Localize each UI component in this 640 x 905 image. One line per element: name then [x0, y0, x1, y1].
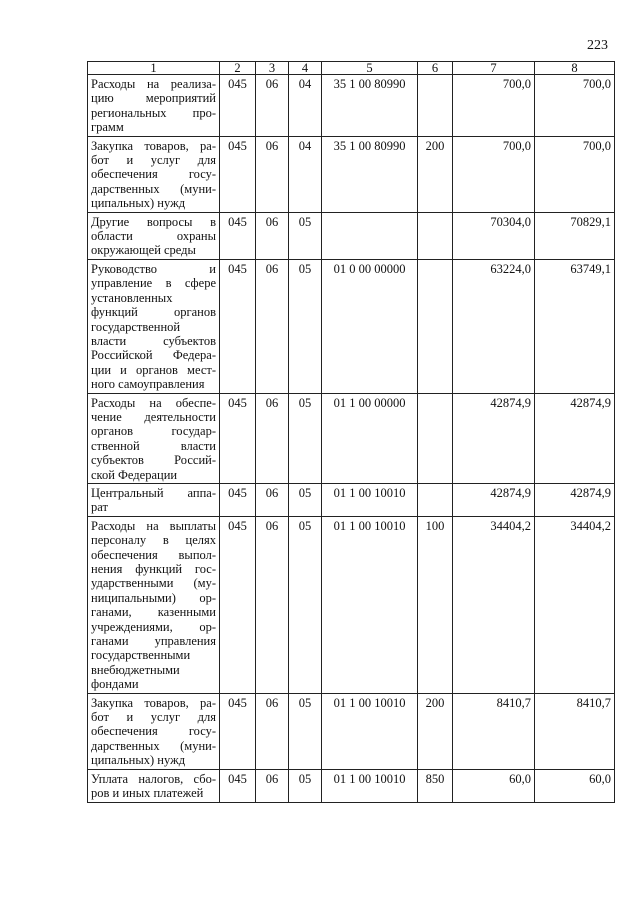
amount-year2-cell: 34404,2 [535, 516, 615, 693]
item-name-line: бот и услуг для [91, 710, 216, 725]
subsection-code-cell: 04 [289, 75, 322, 137]
item-name-line: обеспечения госу- [91, 167, 216, 182]
table-row [88, 516, 615, 693]
table-row [88, 75, 615, 137]
expense-type-cell [418, 75, 453, 137]
item-name-cell [88, 483, 220, 516]
item-name-line: субъектов Россий- [91, 453, 216, 468]
table-row [88, 483, 615, 516]
item-name-line: власти субъектов [91, 333, 216, 348]
item-name-line: грамм [91, 120, 124, 135]
chapter-code-cell: 06 [256, 393, 289, 483]
subsection-code-cell: 05 [289, 259, 322, 393]
expense-type-cell [418, 483, 453, 516]
item-name-line: Центральный аппа- [91, 485, 216, 500]
item-name-line: учреждениями, ор- [91, 619, 216, 634]
item-name-line: ции и органов мест- [91, 362, 216, 377]
item-name-line: бот и услуг для [91, 153, 216, 168]
column-header: 6 [418, 62, 453, 75]
target-article-cell: 01 1 00 10010 [322, 483, 418, 516]
column-header: 7 [453, 62, 535, 75]
table-row [88, 393, 615, 483]
item-name-line: нения функций гос- [91, 562, 216, 576]
item-name-line: цию мероприятий [91, 91, 216, 106]
item-name-cell [88, 212, 220, 259]
item-name-line: чение деятельности [91, 409, 216, 424]
item-name-line: Российской Федера- [91, 348, 216, 363]
target-article-cell: 35 1 00 80990 [322, 75, 418, 137]
item-name-line: Руководство и [91, 261, 216, 276]
subsection-code-cell: 04 [289, 136, 322, 212]
item-name-line: Другие вопросы в [91, 214, 216, 229]
item-name-line: Расходы на обеспе- [91, 395, 216, 410]
item-name-line: ного самоуправления [91, 377, 205, 392]
chapter-code-cell: 06 [256, 769, 289, 802]
column-header: 2 [220, 62, 256, 75]
amount-year1-cell: 34404,2 [453, 516, 535, 693]
item-name-line: управление в сфере [91, 276, 216, 291]
expense-type-cell: 100 [418, 516, 453, 693]
section-code-cell: 045 [220, 75, 256, 137]
item-name-line: области охраны [91, 229, 216, 244]
item-name-cell [88, 259, 220, 393]
item-name-line: органов государ- [91, 424, 216, 439]
chapter-code-cell: 06 [256, 136, 289, 212]
amount-year2-cell: 70829,1 [535, 212, 615, 259]
target-article-cell: 01 1 00 10010 [322, 693, 418, 769]
table-row [88, 136, 615, 212]
item-name-line: обеспечения госу- [91, 724, 216, 739]
item-name-line: дарственных (муни- [91, 738, 216, 753]
target-article-cell: 01 1 00 00000 [322, 393, 418, 483]
amount-year1-cell: 8410,7 [453, 693, 535, 769]
table-body [88, 62, 615, 803]
target-article-cell: 01 1 00 10010 [322, 516, 418, 693]
item-name-cell [88, 393, 220, 483]
item-name-line: ской Федерации [91, 467, 178, 482]
item-name-line: рат [91, 500, 108, 515]
subsection-code-cell: 05 [289, 769, 322, 802]
item-name-line: Расходы на реализа- [91, 77, 216, 91]
item-name-cell [88, 769, 220, 802]
expense-type-cell [418, 212, 453, 259]
section-code-cell: 045 [220, 136, 256, 212]
subsection-code-cell: 05 [289, 212, 322, 259]
target-article-cell: 01 1 00 10010 [322, 769, 418, 802]
amount-year1-cell: 63224,0 [453, 259, 535, 393]
section-code-cell: 045 [220, 769, 256, 802]
column-header: 3 [256, 62, 289, 75]
amount-year1-cell: 700,0 [453, 75, 535, 137]
chapter-code-cell: 06 [256, 483, 289, 516]
item-name-line: ударственными (му- [91, 576, 216, 591]
table-row [88, 693, 615, 769]
column-header: 1 [88, 62, 220, 75]
header-row [88, 62, 615, 75]
item-name-line: функций органов [91, 305, 216, 320]
item-name-line: Закупка товаров, ра- [91, 695, 216, 710]
table-row [88, 769, 615, 802]
column-header: 4 [289, 62, 322, 75]
item-name-line: Уплата налогов, сбо- [91, 771, 216, 786]
section-code-cell: 045 [220, 483, 256, 516]
item-name-line: ров и иных платежей [91, 786, 204, 801]
section-code-cell: 045 [220, 212, 256, 259]
subsection-code-cell: 05 [289, 483, 322, 516]
amount-year1-cell: 42874,9 [453, 393, 535, 483]
amount-year2-cell: 42874,9 [535, 483, 615, 516]
item-name-line: ципальных) нужд [91, 753, 186, 768]
chapter-code-cell: 06 [256, 212, 289, 259]
subsection-code-cell: 05 [289, 516, 322, 693]
section-code-cell: 045 [220, 259, 256, 393]
target-article-cell: 01 0 00 00000 [322, 259, 418, 393]
item-name-line: окружающей среды [91, 243, 196, 258]
amount-year1-cell: 42874,9 [453, 483, 535, 516]
item-name-line: Расходы на выплаты [91, 518, 216, 533]
target-article-cell: 35 1 00 80990 [322, 136, 418, 212]
column-header: 5 [322, 62, 418, 75]
item-name-line: установленных [91, 290, 173, 305]
item-name-line: фондами [91, 677, 139, 692]
chapter-code-cell: 06 [256, 693, 289, 769]
item-name-line: ганами, казенными [91, 605, 216, 620]
amount-year2-cell: 8410,7 [535, 693, 615, 769]
expense-type-cell [418, 259, 453, 393]
item-name-line: региональных про- [91, 105, 216, 120]
amount-year1-cell: 60,0 [453, 769, 535, 802]
column-header: 8 [535, 62, 615, 75]
item-name-line: ципальных) нужд [91, 196, 186, 211]
item-name-line: ниципальными) ор- [91, 590, 216, 605]
item-name-line: внебюджетными [91, 662, 180, 677]
item-name-line: государственной [91, 319, 181, 334]
subsection-code-cell: 05 [289, 693, 322, 769]
target-article-cell [322, 212, 418, 259]
item-name-cell [88, 516, 220, 693]
item-name-cell [88, 136, 220, 212]
amount-year2-cell: 60,0 [535, 769, 615, 802]
item-name-line: дарственных (муни- [91, 181, 216, 196]
section-code-cell: 045 [220, 693, 256, 769]
expense-type-cell: 850 [418, 769, 453, 802]
table-row [88, 259, 615, 393]
amount-year2-cell: 700,0 [535, 75, 615, 137]
chapter-code-cell: 06 [256, 259, 289, 393]
chapter-code-cell: 06 [256, 516, 289, 693]
item-name-line: Закупка товаров, ра- [91, 138, 216, 153]
item-name-line: ственной власти [91, 438, 216, 453]
subsection-code-cell: 05 [289, 393, 322, 483]
amount-year2-cell: 42874,9 [535, 393, 615, 483]
item-name-line: персоналу в целях [91, 533, 216, 548]
budget-table [87, 61, 615, 803]
item-name-line: обеспечения выпол- [91, 547, 216, 562]
expense-type-cell: 200 [418, 693, 453, 769]
amount-year2-cell: 700,0 [535, 136, 615, 212]
amount-year1-cell: 70304,0 [453, 212, 535, 259]
amount-year2-cell: 63749,1 [535, 259, 615, 393]
amount-year1-cell: 700,0 [453, 136, 535, 212]
item-name-line: ганами управления [91, 634, 216, 649]
chapter-code-cell: 06 [256, 75, 289, 137]
section-code-cell: 045 [220, 516, 256, 693]
table-row [88, 212, 615, 259]
item-name-line: государственными [91, 648, 191, 663]
expense-type-cell: 200 [418, 136, 453, 212]
expense-type-cell [418, 393, 453, 483]
item-name-cell [88, 75, 220, 137]
page-number: 223 [587, 38, 608, 53]
item-name-cell [88, 693, 220, 769]
section-code-cell: 045 [220, 393, 256, 483]
